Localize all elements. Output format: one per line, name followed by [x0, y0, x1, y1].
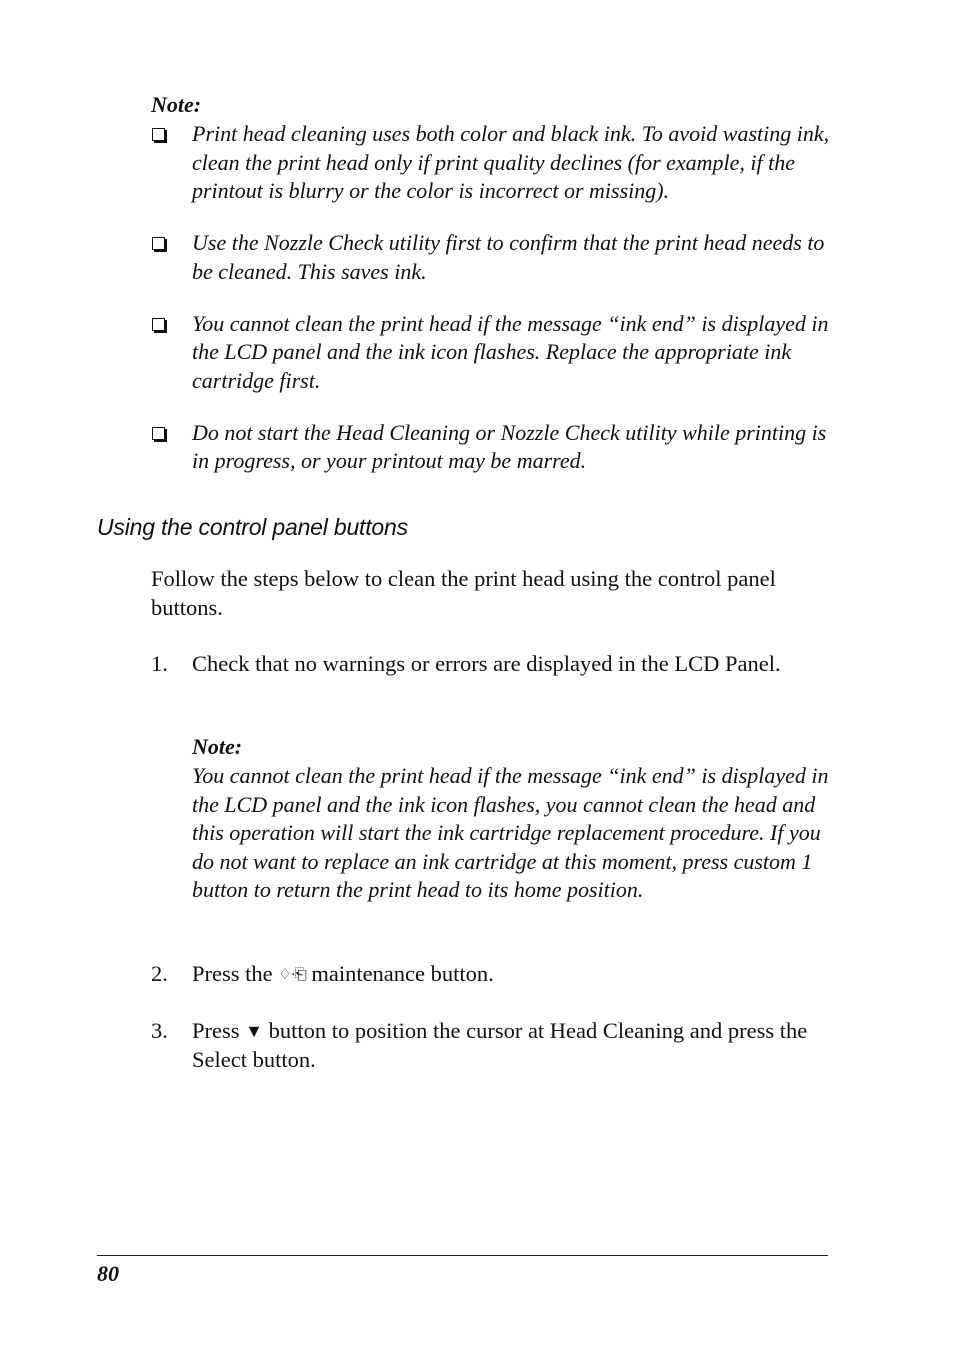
step-text	[192, 1017, 831, 1074]
note-list-item	[151, 120, 831, 206]
maintenance-icon: ♢·⎗	[278, 967, 306, 983]
step-text: Check that no warnings or errors are displayed in the LCD Panel.	[192, 651, 781, 676]
note-item-text: Do not start the Head Cleaning or Nozzle Check utility while printing is in progress, or your printout may be marred.	[192, 419, 827, 473]
step-1-note-title: Note:	[192, 734, 243, 759]
footer-rule	[97, 1255, 828, 1256]
step-number: 2.	[151, 961, 168, 986]
checkbox-bullet-icon	[152, 427, 165, 440]
down-arrow-icon: ▼	[245, 1021, 263, 1041]
note-list-item	[151, 310, 831, 396]
note-item-text: You cannot clean the print head if the message “ink end” is displayed in the LCD panel and the ink icon flashes. Replace the appropriate ink cartridge first.	[192, 310, 829, 393]
note-list-item	[151, 229, 831, 286]
step-3	[151, 1017, 831, 1074]
section-heading: Using the control panel buttons	[97, 514, 408, 540]
note-list	[151, 120, 831, 499]
step-text	[192, 960, 831, 990]
step-number: 1.	[151, 651, 168, 676]
step-text-after: button to position the cursor at Head Cleaning and press the Select button.	[192, 1018, 808, 1072]
step-1-note-text: You cannot clean the print head if the message “ink end” is displayed in the LCD panel and the ink icon flashes, you cannot clean the head and this operation will start the ink cartridge replacement procedure. If you do not want to replace an ink cartridge at this moment, press custom 1 button to return the print head to its home position.	[192, 763, 829, 902]
note-item-text: Use the Nozzle Check utility first to confirm that the print head needs to be cleaned. This saves ink.	[192, 230, 825, 284]
checkbox-bullet-icon	[152, 128, 165, 141]
step-number: 3.	[151, 1018, 168, 1043]
page-number: 80	[97, 1261, 119, 1286]
checkbox-bullet-icon	[152, 318, 165, 331]
step-text-after: maintenance button.	[311, 961, 494, 986]
checkbox-bullet-icon	[152, 237, 165, 250]
note-title-top: Note:	[151, 92, 202, 117]
note-item-text: Print head cleaning uses both color and black ink. To avoid wasting ink, clean the print head only if print quality declines (for example, if the printout is blurry or the color is incorrect or missing).	[192, 121, 830, 203]
step-text-before: Press the	[192, 961, 273, 986]
step-1	[151, 650, 831, 679]
step-2	[151, 960, 831, 990]
intro-paragraph: Follow the steps below to clean the print head using the control panel buttons.	[151, 566, 776, 620]
step-text-before: Press	[192, 1018, 240, 1043]
note-list-item	[151, 419, 831, 476]
